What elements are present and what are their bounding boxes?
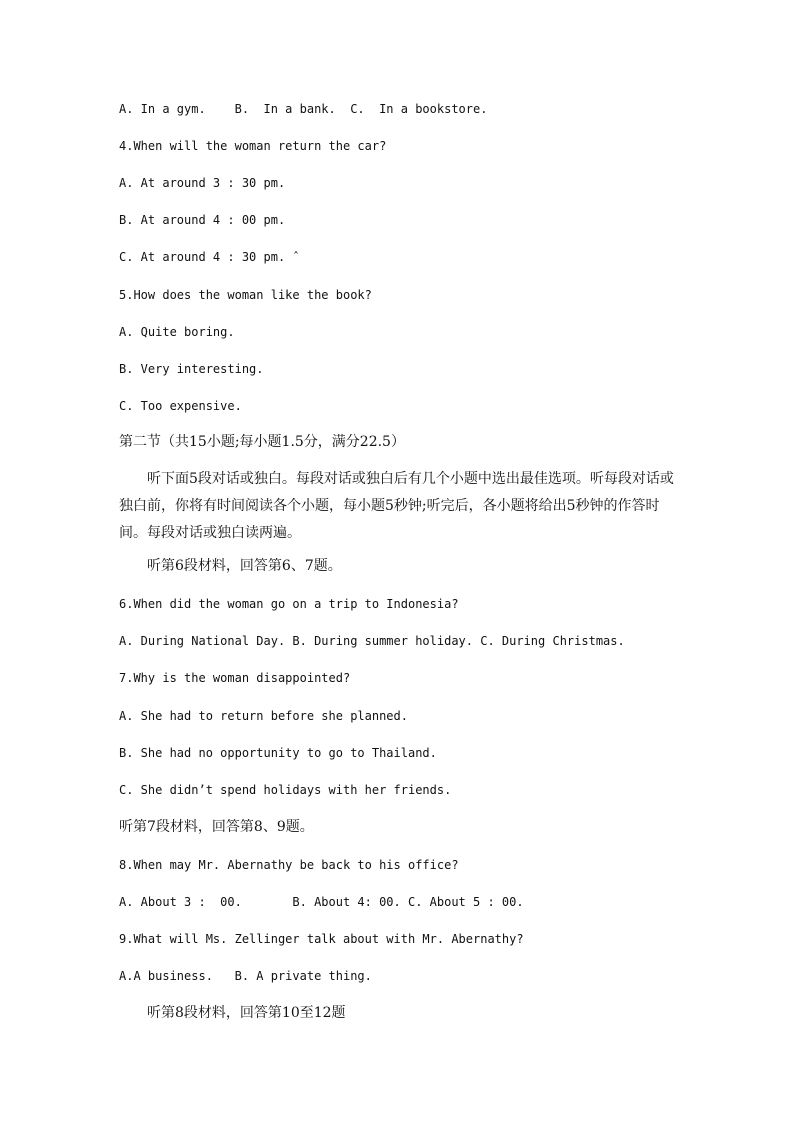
- q7-option-c: C. She didn’t spend holidays with her friends.: [119, 783, 452, 797]
- q4-option-b: B. At around 4 : 00 pm.: [119, 213, 286, 227]
- section2-title: 第二节（共15小题;每小题1.5分，满分22.5）: [119, 434, 405, 450]
- q8-options: A. About 3 : 00. B. About 4: 00. C. About 5 : 00.: [119, 895, 524, 909]
- material-7-heading: 听第7段材料，回答第8、9题。: [119, 819, 314, 835]
- material-6-heading: 听第6段材料，回答第6、7题。: [147, 558, 342, 574]
- q4-option-c: C. At around 4 : 30 pm. ˆ: [119, 250, 300, 264]
- q6-options: A. During National Day. B. During summer holiday. C. During Christmas.: [119, 634, 625, 648]
- q4-option-a: A. At around 3 : 30 pm.: [119, 176, 286, 190]
- q9-options: A.A business. B. A private thing.: [119, 969, 372, 983]
- q7-question: 7.Why is the woman disappointed?: [119, 671, 351, 685]
- q5-question: 5.How does the woman like the book?: [119, 288, 372, 302]
- q6-question: 6.When did the woman go on a trip to Indonesia?: [119, 597, 459, 611]
- q3-options: A. In a gym. B. In a bank. C. In a bookstore.: [119, 102, 488, 116]
- q5-option-b: B. Very interesting.: [119, 362, 264, 376]
- q7-option-a: A. She had to return before she planned.: [119, 709, 408, 723]
- q7-option-b: B. She had no opportunity to go to Thailand.: [119, 746, 437, 760]
- q5-option-a: A. Quite boring.: [119, 325, 235, 339]
- q9-question: 9.What will Ms. Zellinger talk about with Mr. Abernathy?: [119, 932, 524, 946]
- q8-question: 8.When may Mr. Abernathy be back to his office?: [119, 858, 459, 872]
- material-8-heading: 听第8段材料，回答第10至12题: [147, 1005, 346, 1021]
- q5-option-c: C. Too expensive.: [119, 399, 242, 413]
- section2-instructions: 听下面5段对话或独白。每段对话或独白后有几个小题中选出最佳选项。听每段对话或独白前，你将有时间阅读各个小题，每小题5秒钟;听完后，各小题将给出5秒钟的作答时间。每段对话或独白读两遍。: [119, 471, 674, 541]
- q4-question: 4.When will the woman return the car?: [119, 139, 387, 153]
